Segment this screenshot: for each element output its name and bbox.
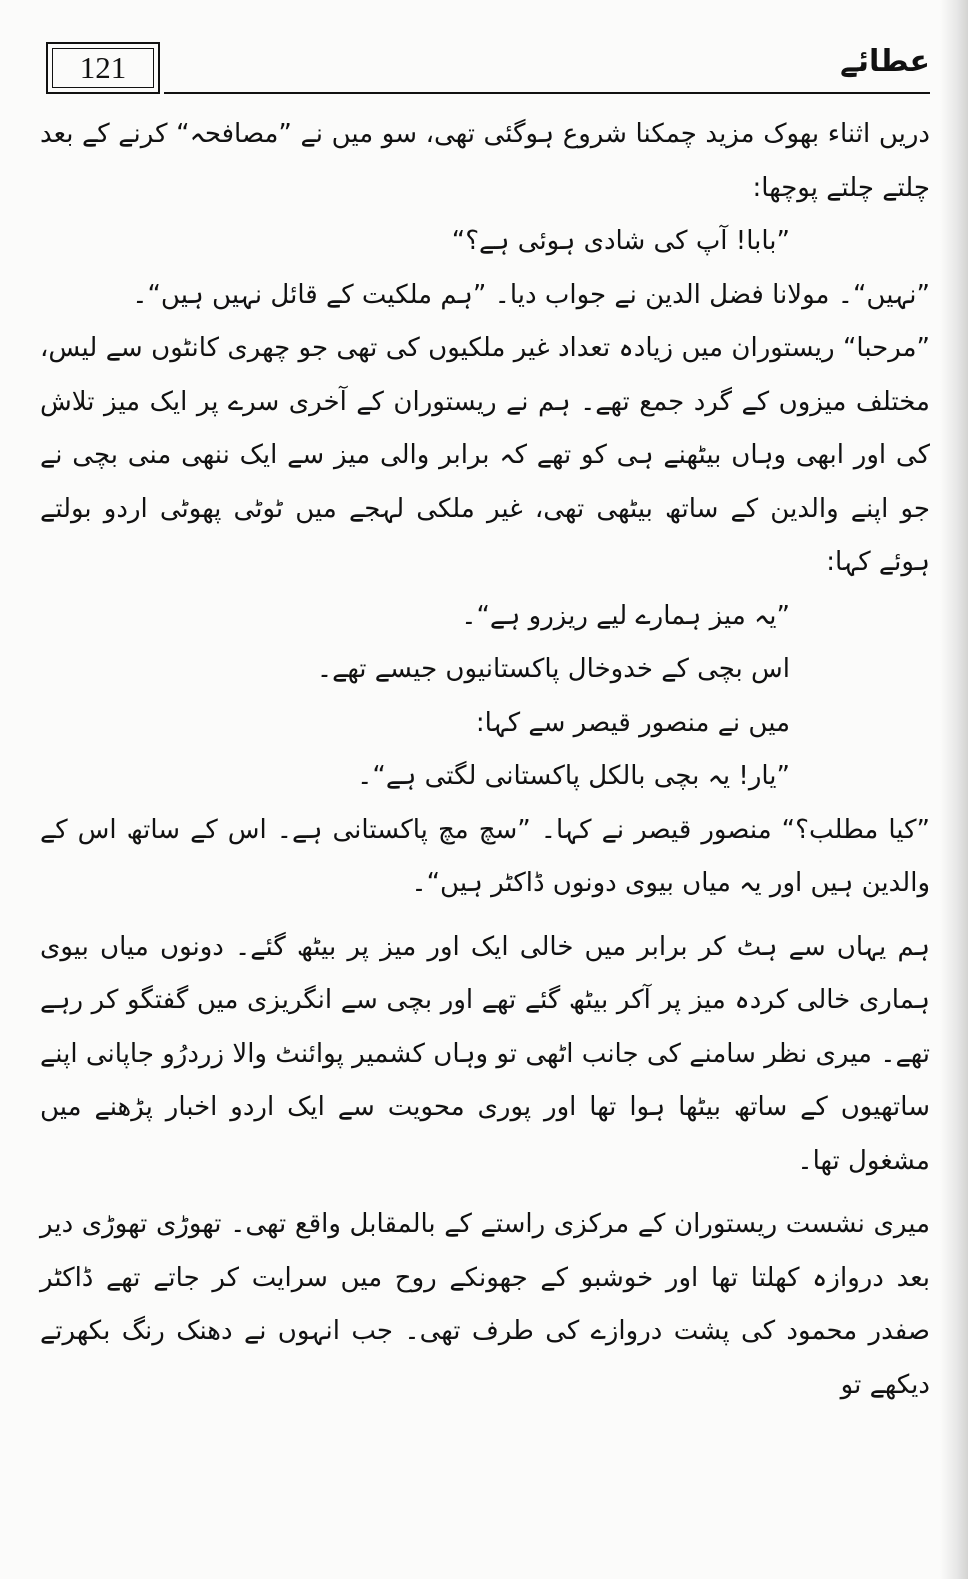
body-text <box>40 108 930 1412</box>
quote-1: ”بابا! آپ کی شادی ہوئی ہے؟“ <box>451 226 790 256</box>
paragraph-6: میری نشست ریستوران کے مرکزی راستے کے بالمقابل واقع تھی۔ تھوڑی تھوڑی دیر بعد دروازہ کھلتا تھا اور خوشبو کے جھونکے روح میں سرایت کر جاتے تھے ڈاکٹر صفدر محمود کی پشت دروازے کی طرف تھی۔ جب انہوں نے دھنک رنگ بکھرتے دیکھے تو <box>40 1209 930 1400</box>
paragraph-2: ”نہیں“۔ مولانا فضل الدین نے جواب دیا۔ ”ہم ملکیت کے قائل نہیں ہیں“۔ <box>132 279 930 310</box>
paragraph-4: ”کیا مطلب؟“ منصور قیصر نے کہا۔ ”سچ مچ پاکستانی ہے۔ اس کے ساتھ اس کے والدین ہیں اور یہ میاں بیوی دونوں ڈاکٹر ہیں“۔ <box>40 814 930 898</box>
line-girl-features: اس بچی کے خدوخال پاکستانیوں جیسے تھے۔ <box>316 654 790 684</box>
line-said-to-mansoor: میں نے منصور قیصر سے کہا: <box>475 707 790 738</box>
page-gutter-shadow <box>940 0 968 1579</box>
paragraph-5: ہم یہاں سے ہٹ کر برابر میں خالی ایک اور میز پر بیٹھ گئے۔ دونوں میاں بیوی ہماری خالی کردہ میز پر آکر بیٹھ گئے تھے اور بچی سے انگریزی میں گفتگو کر رہے تھے۔ میری نظر سامنے کی جانب اٹھی تو وہاں کشمیر پوائنٹ والا زردرُو جاپانی اپنے ساتھیوں کے ساتھ بیٹھا ہوا تھا اور پوری محویت سے ایک اردو اخبار پڑھنے میں مشغول تھا۔ <box>40 931 930 1176</box>
page-header <box>46 38 930 96</box>
running-title: عطائے <box>840 44 930 79</box>
quote-3: ”یار! یہ بچی بالکل پاکستانی لگتی ہے“۔ <box>357 761 790 791</box>
page-number: 121 <box>46 42 160 94</box>
header-rule <box>164 92 930 94</box>
paragraph-3: ”مرحبا“ ریستوران میں زیادہ تعداد غیر ملکیوں کی تھی جو چھری کانٹوں سے لیس، مختلف میزوں کے گرد جمع تھے۔ ہم نے ریستوران کے آخری سرے پر ایک میز تلاش کی اور ابھی وہاں بیٹھنے ہی کو تھے کہ برابر والی میز سے ایک ننھی منی بچی نے جو اپنے والدین کے ساتھ بیٹھی تھی، غیر ملکی لہجے میں ٹوٹی پھوٹی اردو بولتے ہوئے کہا: <box>40 333 930 577</box>
paragraph-1: دریں اثناء بھوک مزید چمکنا شروع ہوگئی تھی، سو میں نے ”مصافحہ“ کرنے کے بعد چلتے چلتے پوچھا: <box>40 119 930 203</box>
quote-2: ”یہ میز ہمارے لیے ریزرو ہے“۔ <box>461 600 790 631</box>
